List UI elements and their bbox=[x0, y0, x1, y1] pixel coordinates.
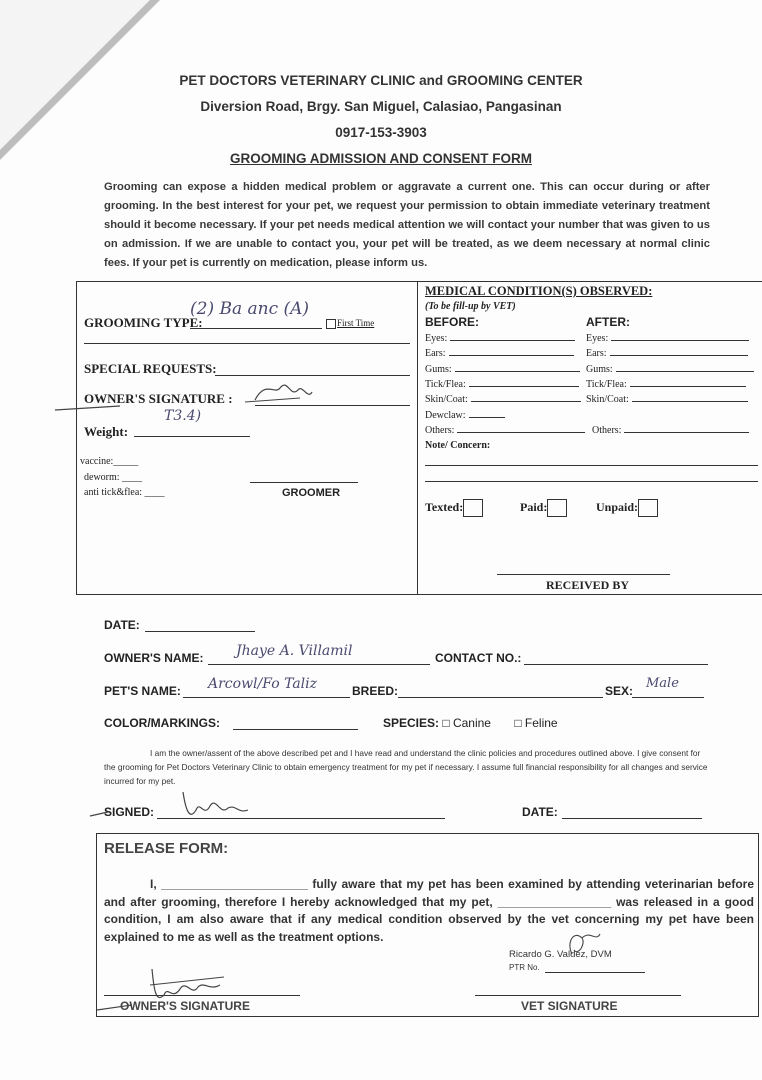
groomer-label: GROOMER bbox=[282, 487, 341, 499]
before-item-label: Others: bbox=[425, 425, 455, 436]
after-item-label: Eyes: bbox=[586, 333, 609, 344]
pet-name-line[interactable] bbox=[183, 697, 350, 698]
special-requests-label: SPECIAL REQUESTS: bbox=[84, 361, 217, 376]
note-line-2[interactable] bbox=[425, 481, 758, 482]
owner-release-signature-line[interactable] bbox=[104, 995, 300, 996]
contact-label: CONTACT NO.: bbox=[435, 651, 522, 665]
species-label: SPECIES: bbox=[383, 716, 440, 730]
medical-subtitle: (To be fill-up by VET) bbox=[425, 301, 516, 312]
paid-label: Paid: bbox=[520, 499, 548, 514]
consent-text: I am the owner/assent of the above described pet and I have read and understand the clinic policies and procedures outlined above. I give consent for the grooming for Pet Doctors Veterinary Clinic to obtain emergency treatment for my pet if necessary. I assume full financial responsibility for all changes and service incurred for my pet. bbox=[104, 748, 708, 786]
release-title: RELEASE FORM: bbox=[104, 840, 229, 857]
before-item[interactable] bbox=[425, 379, 579, 390]
owner-signature-label: OWNER'S SIGNATURE : bbox=[84, 391, 233, 406]
clinic-address: Diversion Road, Brgy. San Miguel, Calasiao, Pangasinan bbox=[200, 99, 562, 114]
grooming-type-label: GROOMING TYPE: bbox=[84, 315, 203, 330]
texted-field bbox=[425, 499, 483, 517]
before-item-label: Gums: bbox=[425, 364, 452, 375]
unpaid-field bbox=[596, 499, 658, 517]
note-label: Note/ Concern: bbox=[425, 440, 491, 451]
paid-checkbox[interactable] bbox=[547, 499, 567, 517]
unpaid-label: Unpaid: bbox=[596, 499, 639, 514]
after-item-label: Tick/Flea: bbox=[586, 379, 627, 390]
color-line[interactable] bbox=[233, 729, 358, 730]
ptr-line bbox=[545, 972, 645, 973]
breed-line[interactable] bbox=[398, 697, 603, 698]
received-by-label: RECEIVED BY bbox=[546, 578, 630, 592]
weight-label: Weight: bbox=[84, 424, 129, 439]
after-item-label: Others: bbox=[592, 425, 622, 436]
release-text: I, ______________________ fully aware that my pet has been examined by attending veterinarian before and after grooming, therefore I hereby acknowledged that my pet, _________________ was released in a good condition, I am also aware that if any medical condition observed by the vet concerning my pet have been explained to me as well as the treatment options. bbox=[104, 877, 754, 944]
owner-name-line[interactable] bbox=[208, 664, 430, 665]
after-item[interactable] bbox=[586, 333, 749, 344]
texted-label: Texted: bbox=[425, 499, 464, 514]
unpaid-checkbox[interactable] bbox=[638, 499, 658, 517]
before-item[interactable] bbox=[425, 394, 581, 405]
vet-name: Ricardo G. Valdez, DVM bbox=[509, 949, 612, 960]
date2-line[interactable] bbox=[562, 818, 702, 819]
before-item-label: Ears: bbox=[425, 348, 446, 359]
color-label: COLOR/MARKINGS: bbox=[104, 716, 220, 730]
date-line[interactable] bbox=[145, 631, 255, 632]
intro-text: Grooming can expose a hidden medical problem or aggravate a current one. This can occur during or after grooming. In the best interest for your pet, we request your permission to obtain immediate veterinary treatment should it become necessary. If your pet needs medical attention we will contact your number that was given to us on admission. If we are unable to contact you, your pet will be treated, as we deem necessary at normal clinic fees. If your pet is currently on medication, please inform us. bbox=[104, 181, 710, 269]
weight-line[interactable] bbox=[134, 436, 250, 437]
pet-name-value: Arcowl/Fo Taliz bbox=[208, 676, 318, 692]
sex-value: Male bbox=[646, 676, 679, 691]
deworm-label: deworm: ____ bbox=[84, 472, 143, 483]
after-item-label: Skin/Coat: bbox=[586, 394, 629, 405]
note-line-1[interactable] bbox=[425, 465, 758, 466]
vet-signature-line[interactable] bbox=[475, 995, 681, 996]
owner-name-value: Jhaye A. Villamil bbox=[236, 643, 353, 659]
contact-line[interactable] bbox=[524, 664, 708, 665]
before-item[interactable] bbox=[425, 410, 505, 421]
grooming-type-line-2 bbox=[84, 343, 410, 344]
ptr-label: PTR No. bbox=[509, 963, 540, 972]
before-item-label: Eyes: bbox=[425, 333, 448, 344]
paid-field bbox=[520, 499, 567, 517]
species-field bbox=[383, 716, 558, 730]
after-item[interactable] bbox=[592, 425, 749, 436]
column-divider bbox=[417, 281, 418, 594]
sex-label: SEX: bbox=[605, 684, 634, 698]
weight-value: T3.4) bbox=[164, 408, 202, 424]
clinic-phone: 0917-153-3903 bbox=[335, 125, 427, 140]
vet-signature-label: VET SIGNATURE bbox=[521, 999, 618, 1013]
clinic-name: PET DOCTORS VETERINARY CLINIC and GROOMING CENTER bbox=[179, 73, 583, 88]
after-item-label: Ears: bbox=[586, 348, 607, 359]
signed-signature-scribble bbox=[88, 782, 268, 827]
grooming-type-value: (2) Ba anc (A) bbox=[190, 299, 310, 319]
canine-label: Canine bbox=[452, 716, 491, 730]
medical-title: MEDICAL CONDITION(S) OBSERVED: bbox=[425, 284, 653, 298]
vaccine-label: vaccine:_____ bbox=[80, 456, 139, 467]
before-item-label: Skin/Coat: bbox=[425, 394, 468, 405]
canine-option[interactable]: □ Canine bbox=[442, 716, 491, 730]
before-item-label: Dewclaw: bbox=[425, 410, 466, 421]
sex-line[interactable] bbox=[632, 697, 704, 698]
vet-signature-scribble bbox=[560, 924, 610, 964]
before-label: BEFORE: bbox=[425, 315, 479, 329]
pet-name-label: PET'S NAME: bbox=[104, 684, 181, 698]
after-item[interactable] bbox=[586, 364, 754, 375]
after-item[interactable] bbox=[586, 394, 748, 405]
feline-option[interactable]: □ Feline bbox=[514, 716, 558, 730]
breed-label: BREED: bbox=[352, 684, 399, 698]
after-item-label: Gums: bbox=[586, 364, 613, 375]
texted-checkbox[interactable] bbox=[463, 499, 483, 517]
before-item[interactable] bbox=[425, 348, 574, 359]
after-item[interactable] bbox=[586, 379, 746, 390]
form-title: GROOMING ADMISSION AND CONSENT FORM bbox=[230, 151, 532, 166]
after-item[interactable] bbox=[586, 348, 748, 359]
first-time-checkbox[interactable] bbox=[326, 318, 374, 329]
groomer-line[interactable] bbox=[250, 482, 358, 483]
owner-release-signature-label: OWNER'S SIGNATURE bbox=[120, 999, 250, 1013]
before-item[interactable] bbox=[425, 364, 580, 375]
feline-label: Feline bbox=[524, 716, 558, 730]
owner-name-label: OWNER'S NAME: bbox=[104, 651, 204, 665]
grooming-type-line bbox=[190, 328, 322, 329]
after-label: AFTER: bbox=[586, 315, 630, 329]
anti-tick-label: anti tick&flea: ____ bbox=[84, 487, 165, 498]
received-by-line[interactable] bbox=[497, 574, 670, 575]
before-item[interactable] bbox=[425, 333, 575, 344]
before-item-label: Tick/Flea: bbox=[425, 379, 466, 390]
date-label: DATE: bbox=[104, 618, 140, 632]
date2-label: DATE: bbox=[522, 805, 558, 819]
signed-label: SIGNED: bbox=[104, 805, 155, 819]
before-item[interactable] bbox=[425, 425, 585, 436]
first-time-label: First Time bbox=[337, 318, 375, 328]
